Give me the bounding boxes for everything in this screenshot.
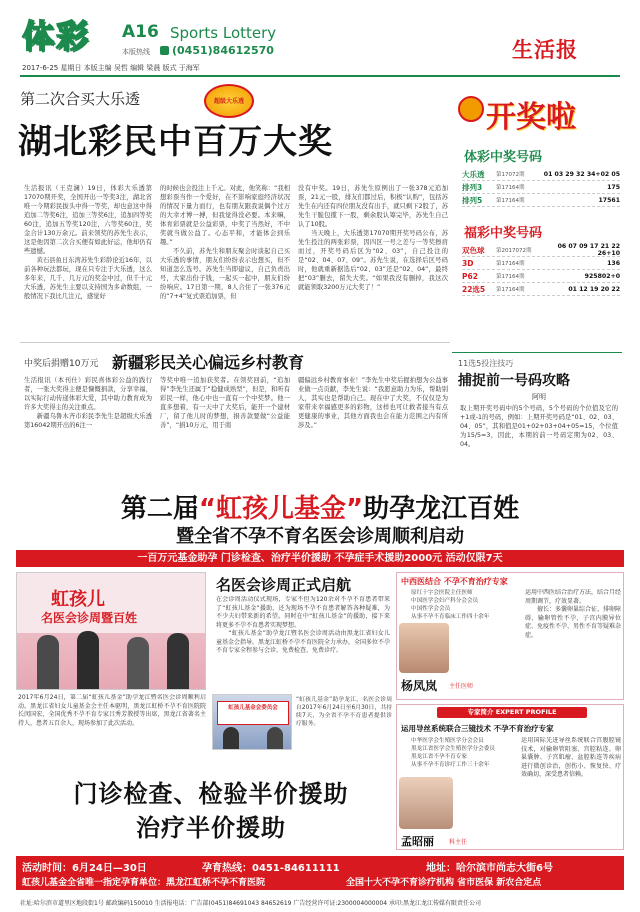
second-divider (20, 342, 450, 343)
side-headline: 捕捉前一号码攻略 (458, 373, 570, 389)
section-title: 体彩 (22, 17, 91, 55)
prize-row (462, 194, 620, 207)
side-story (452, 352, 622, 482)
ad-banner: 一百万元基金助孕 门诊检查、治疗半价援助 不孕症手术援助2000元 活动仅限7天 (16, 550, 624, 567)
expert1-photo (399, 623, 449, 673)
second-col-3: 疆偏远乡村教育事业！”李先生中奖后握拍想为公益事业做一点贡献，李先生说：“我愿意助力为乐，帮助别人，其实也是帮助自己。现在中了大奖，不仅仅是为家带来幸福感更多的彩物，这样也可让救者接当有点更健康的事业，其他方面我也会在能力范围之内有所涉及。” (298, 377, 448, 429)
sports-title: 体彩中奖号码 (464, 150, 543, 165)
expert-1 (396, 572, 624, 700)
prize-numbers: 925802+0 (584, 272, 620, 280)
ad-footer-line2-left: 虹孩儿基金全省唯一指定孕育单位：黑龙江虹桥不孕不育医院 (22, 878, 266, 888)
photo1-sign-text: 名医会诊周暨百姓 (41, 611, 138, 625)
prize-numbers: 17561 (598, 196, 620, 204)
ad-headline-post: 助孕龙江百姓 (363, 494, 520, 524)
prize-label: 22选5 (462, 284, 486, 294)
expert-bullet: 黑龙江省医学会生殖医学分会委员 (411, 746, 495, 752)
prize-issue: 第17164期 (496, 261, 525, 267)
lead-col-2: 的时候也会投注上千元。对此，他笑称：“我相想彩票当作一个爱好，在不影响家庭经济状况的情况下量力而行，也有朋友跟我说偶个过万的大幸才博一搏，但我觉得没必要。本来嘛，体育彩票就是公益彩票，中奖了当然好，不中奖就当做公益了。心态平和，才能体会到乐趣。” 不久前，苏先生和朋友聚会时谈起自己买大乐透的事情，朋友们纷纷表示也想买，但不知道怎么选号。苏先生当即建议，自己负责出号，大家出份子钱，一起买一起中，朋友们纷纷响应。17日第一期，8人合住了一张376元的“7+4”复式票追加票，但 (160, 185, 290, 300)
second-col-2: 等奖中唯一追加获奖者。在领奖回前，“追加得”李先生还属于“稳健成熟型”，但是，和听有彩民一样，他心中也一直有一个中奖梦。他一直多想着，有一天中了大奖后，能开一个建材厂，留了他儿时的梦想，捐善款要做“公益能善”，“捐10万元，用于南 (160, 377, 290, 429)
issue-line: 2017-6-25 星期日 本版主编 吴哲 编辑 梁晨 版式 于海军 (22, 64, 200, 72)
prize-issue: 第17164期 (496, 274, 525, 280)
expert-bullet: 中国性学会会员 (411, 606, 451, 612)
ad-headline (16, 488, 624, 525)
expert2-role: 科主任 (449, 839, 468, 846)
expert-bullet: 黑龙江省不孕不育专家 (411, 754, 467, 760)
slogan-line-1: 门诊检查、检验半价援助 (73, 780, 349, 808)
expert1-header: 中西医结合 不孕不育治疗专家 (401, 577, 508, 586)
expert1-name: 杨凤岚 (401, 679, 438, 693)
prize-numbers: 136 (607, 259, 620, 267)
prize-row (462, 283, 620, 296)
prize-label: 双色球 (462, 245, 485, 255)
prize-row (462, 181, 620, 194)
prize-title (458, 86, 618, 136)
photo2-caption: “虹孩儿基金”助孕龙江，名医会诊周自2017年6月24日至6月30日，共持续7天，为全省不孕不育患者提供诊疗服务。 (296, 697, 392, 727)
expert2-name: 孟昭丽 (401, 835, 434, 848)
expert-bullet: 中国医学会妇产科分会会员 (411, 598, 479, 604)
event-photo-1 (16, 572, 206, 690)
expert1-bullets (405, 589, 525, 621)
ad-block (16, 484, 624, 896)
prize-row (462, 257, 620, 270)
prize-label: 大乐透 (462, 169, 485, 179)
expert2-photo (399, 777, 453, 829)
prize-label: P62 (462, 271, 478, 281)
masthead (0, 0, 640, 74)
expert-bullet: 从事不孕不育诊疗工作三十余年 (411, 762, 490, 768)
prize-label: 排列5 (462, 195, 483, 205)
ad-footer-time: 活动时间：6月24日—30日 (22, 863, 147, 874)
prize-issue: 第2017072期 (496, 248, 532, 254)
hotline-label: 本版热线 (122, 48, 150, 56)
ad-footer (16, 856, 624, 890)
person-silhouette (267, 727, 283, 750)
photo1-banner-text: 虹孩儿 (51, 589, 105, 610)
ad-footer-line2-right: 全国十大不孕不育诊疗机构 省市医保 新农合定点 (346, 878, 542, 888)
consult-body: 在会诊周活动仪式现场，专家不但为120余对不孕不育患者带来了“虹孩儿基金”援助，还为现场不孕不育患者解答各种疑难，为不少夫妇带来新的希望。同时在中“虹孩儿基金”的援助，接下来将更多不孕不育患者实现梦想。 “虹孩儿基金”助孕龙江暨名医会诊周活动由黑龙江省妇女儿童基金会指导，黑龙江虹桥不孕不育医院全力承办，全国多位不孕不育专家全程参与会诊，免费检查、免费诊疗。 (216, 596, 390, 654)
prize-issue: 第17164期 (496, 198, 525, 204)
prize-row (462, 244, 620, 257)
side-author: 阿明 (532, 393, 546, 401)
prize-label: 3D (462, 258, 474, 268)
megaphone-icon (458, 96, 484, 122)
expert-bullet: 中华医学会生殖医学分会会员 (411, 738, 484, 744)
prize-issue: 第17164期 (496, 287, 525, 293)
person-silhouette (127, 637, 149, 690)
sports-table (462, 168, 620, 207)
side-divider (452, 352, 622, 353)
lead-headline: 湖北彩民中百万大奖 (18, 122, 333, 162)
photo2-board: 虹孩儿基金会委员会 (217, 701, 289, 725)
ad-footer-address: 地址：哈尔滨市尚志大街6号 (426, 863, 553, 874)
prize-label: 排列3 (462, 182, 483, 192)
side-body: 取上期开奖号码中的5个号码，5个号码的个位值及它的+1或-1的号码，例如：上期开奖号码是“01、02、03、04、05”，其和值是01+02+03+04+05=15，个位值为15/5=3，因此，本期的前一号码定期为02、03、04。 (460, 405, 618, 448)
prize-row (462, 270, 620, 283)
expert-bullet: 从事不孕不育临床工作四十余年 (411, 614, 490, 620)
hotline-number: (0451)84612570 (172, 44, 274, 57)
ad-subheadline: 暨全省不孕不育名医会诊周顺利启动 (176, 526, 464, 547)
ad-headline-pre: 第二届 (120, 494, 199, 524)
lottery-logo (204, 84, 254, 118)
person-silhouette (223, 727, 239, 750)
prize-numbers: 175 (607, 183, 620, 191)
second-col-1: 生活报讯（本刊仕）彩民喜体彩公益的践行者，一张大奖得主便是慷慨捐款，分享幸福，以实际行动传递体彩大爱，其中助力教育成为许多大奖得主的关注重点。 新疆乌鲁木齐市彩民李先生是超级大乐透第16042期开出的6注一 (24, 377, 152, 429)
photo1-caption: 2017年6月24日，第二届“虹孩儿基金”助孕龙江暨名医会诊周顺利启动。黑龙江省妇女儿童基金会主任本驱明，黑龙江虹桥不孕不育医院院长闵国宏，全国优秀不孕不育专家吕秀芳教授等出席，黑龙江省著名主持人，患者五百余人，现场参加了此次活动。 (18, 694, 206, 727)
prize-issue: 第17072期 (496, 172, 525, 178)
person-silhouette (167, 633, 189, 690)
page-number: A16 (122, 22, 159, 42)
second-headline: 新疆彩民关心偏远乡村教育 (112, 353, 305, 372)
lead-col-1: 生活报讯（王克澜）19日，体彩大乐透第17070期开奖，全国开出一等奖3注，湖北省唯一今期彩民拔头中得一等奖，却也意这中得追加二等奖6注，追加三等奖6注，追加四等奖60注，追加五等奖120注，六等奖60注，奖金合计130万余元。前来领奖的苏先生表示，这是他因第二次合买便有如此好运，他却仍有些遗憾。 黄石县鱼日东湾苏先生彩龄论近16年，以前各种玩法都玩，现在只专注于大乐透，这么多年来，几千、几万元的奖金中过，但千十元大乐透，苏先生主要以支持国为多命数组，一般情况下我比几注元，感觉好 (24, 185, 152, 300)
expert1-role: 主任医师 (449, 683, 474, 690)
phone-icon (160, 46, 169, 55)
slogan-line-2: 治疗半价援助 (136, 814, 286, 842)
expert2-body: 运用国际先进导丝系统联合宫腹腔镜技术，对输卵管阻塞、宫腔粘连、卵巢囊肿、子宫肌瘤、盆腔粘连等疾病进行微创诊治，创伤小、恢复快、疗效确切，深受患者信赖。 (521, 737, 621, 778)
second-story (20, 344, 450, 484)
event-photo-2 (212, 694, 292, 750)
prize-box (452, 82, 622, 342)
welfare-title: 福彩中奖号码 (464, 226, 543, 241)
prize-issue: 第17164期 (496, 185, 525, 191)
paper-name: 生活报 (512, 37, 578, 62)
prize-title-text: 开奖啦 (486, 100, 576, 135)
lead-kicker: 第二次合买大乐透 (20, 90, 141, 108)
expert2-header: 运用导丝系统联合三镜技术 不孕不育治疗专家 (401, 724, 554, 733)
person-silhouette (77, 631, 99, 690)
ad-footer-hotline: 孕育热线：0451-84611111 (202, 863, 340, 874)
consult-headline: 名医会诊周正式启航 (216, 576, 352, 594)
prize-numbers: 01 03 29 32 34+02 05 (543, 170, 620, 178)
page-footer: 社址:哈尔滨市道里区地段街1号 邮政编码150010 生活报电话：广告部(0451)84691043 84652619 广告经营许可证:2300004000004 承印:黑龙江龙江传媒有限责任公司 (20, 900, 481, 907)
ad-headline-quote: “虹孩儿基金” (198, 494, 364, 524)
lead-col-3: 没有中奖。19日，苏先生原例出了一张378元追加票，21元一股，排友们都过后，积极“认购”，包括苏先生在内还有四位朋友没有出手，就只剩下2股了，苏先生干脆包揽下一股，剩余股认筹完毕，苏先生自己认了10股。 当天晚上，大乐透第17070期开奖号码公布，苏先生投注的两张彩票，因四区一号之差与一等奖擦肩而过，开奖号码后区为“02、03”，自己投注的是“02、04、07、09”。苏先生说，在选择后区号码时，他就重新据选后“02、03”还是“02、04”，最终把“03”删去，留失大奖。“如果我没有删掉，我这次就能领取3200万元大奖了！” (298, 185, 448, 291)
lead-story (20, 80, 450, 370)
prize-numbers: 01 12 19 20 22 (568, 285, 620, 293)
expert-2 (396, 704, 624, 850)
masthead-divider (20, 75, 620, 77)
prize-row (462, 168, 620, 181)
expert1-body: 运用中西医结合治疗方法，结合月经周期调节，疗效显著。 擅长：多囊卵巢综合征、排卵障碍、输卵管性不孕、子宫内膜异位症、免疫性不孕、男性不育等疑难杂症。 (525, 589, 621, 639)
section-english: Sports Lottery (170, 24, 277, 42)
person-silhouette (37, 635, 59, 690)
welfare-table (462, 244, 620, 296)
expert-bullet: 原红十字会医院主任医师 (411, 590, 473, 596)
lottery-logo-text: 超级大乐透 (213, 97, 244, 105)
side-kicker: 11选5投注技巧 (458, 359, 514, 368)
second-kicker: 中奖后捐赠10万元 (24, 359, 99, 369)
expert2-bullets (405, 737, 515, 769)
expert2-tag: 专家简介 EXPERT PROFILE (437, 707, 587, 718)
prize-numbers: 06 07 09 17 21 22 26+10 (557, 243, 620, 257)
